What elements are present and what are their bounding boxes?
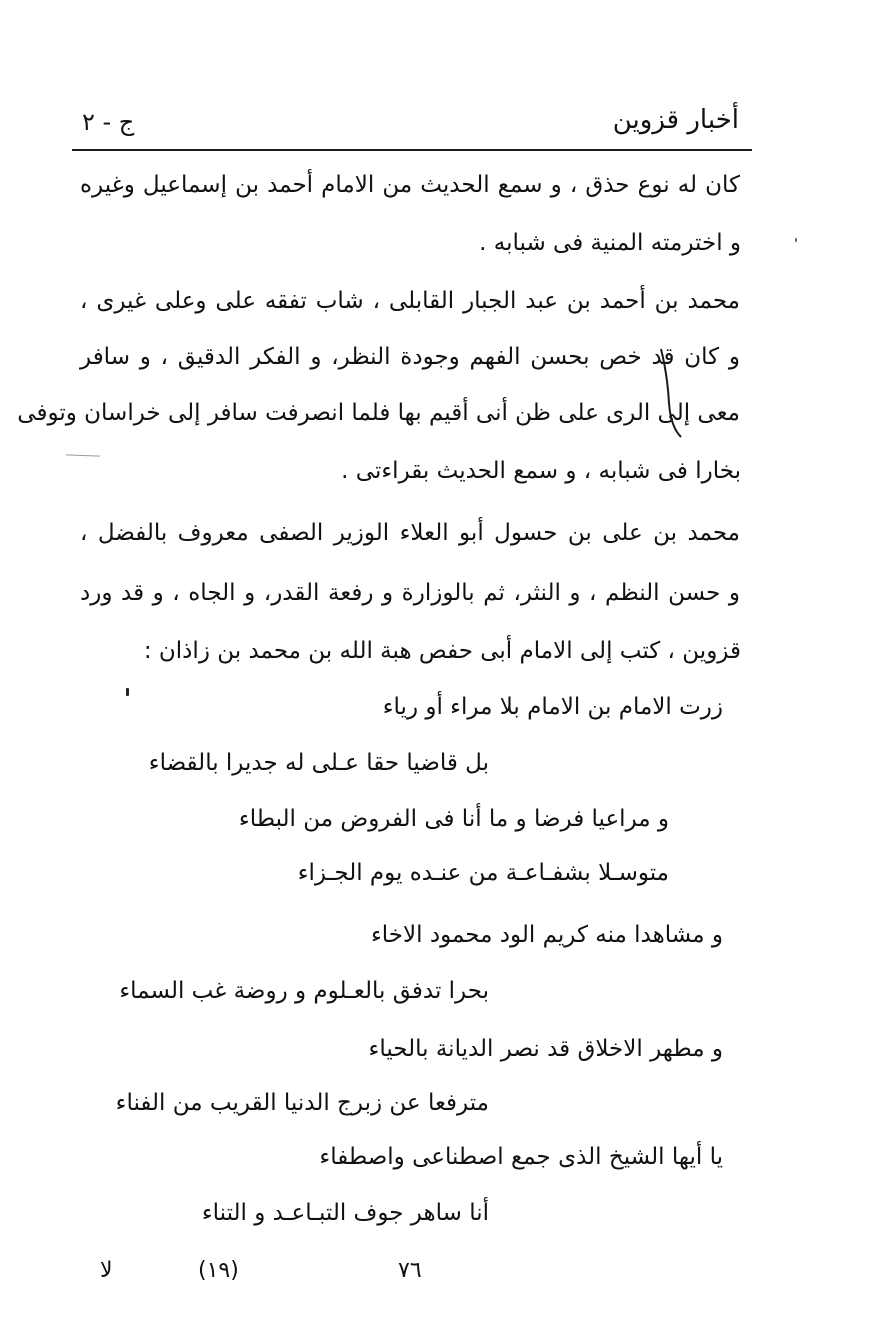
poem-line-4: متوسـلا بشفـاعـة من عنـده يوم الجـزاء bbox=[297, 860, 669, 886]
ink-speck bbox=[126, 688, 129, 696]
margin-scratch bbox=[66, 454, 100, 456]
pen-stroke-mark bbox=[655, 345, 685, 440]
poem-line-3: و مراعيا فرضا و ما أنا فى الفروض من البطاء bbox=[238, 806, 669, 832]
body-line-8: و حسن النظم ، و النثر، ثم بالوزارة و رفعة القدر، و الجاه ، و قد ورد bbox=[80, 580, 740, 606]
page-number: ٧٦ bbox=[398, 1258, 422, 1283]
body-line-3: محمد بن أحمد بن عبد الجبار القابلى ، شاب تفقه على وعلى غيرى ، bbox=[80, 288, 740, 314]
poem-line-9: يا أيها الشيخ الذى جمع اصطناعى واصطفاء bbox=[319, 1144, 723, 1170]
volume-number: ج - ٢ bbox=[82, 108, 135, 136]
body-line-1: كان له نوع حذق ، و سمع الحديث من الامام أحمد بن إسماعيل وغيره bbox=[80, 172, 740, 198]
poem-line-2: بل قاضيا حقا عـلى له جديرا بالقضاء bbox=[148, 750, 489, 776]
body-line-4: و كان قد خص بحسن الفهم وجودة النظر، و الفكر الدقيق ، و سافر bbox=[80, 344, 740, 370]
catchword: لا bbox=[100, 1258, 113, 1283]
body-line-9: قزوين ، كتب إلى الامام أبى حفص هبة الله بن محمد بن زاذان : bbox=[143, 638, 741, 664]
poem-line-6: بحرا تدفق بالعـلوم و روضة غب السماء bbox=[119, 978, 489, 1004]
header-rule bbox=[72, 149, 752, 151]
poem-line-7: و مطهر الاخلاق قد نصر الديانة بالحياء bbox=[368, 1036, 723, 1062]
poem-line-1: زرت الامام بن الامام بلا مراء أو رياء bbox=[382, 694, 723, 720]
body-line-6: بخارا فى شبابه ، و سمع الحديث بقراءتى . bbox=[341, 458, 741, 484]
body-line-5: معى إلى الرى على ظن أنى أقيم بها فلما انصرفت سافر إلى خراسان وتوفى bbox=[17, 400, 740, 426]
poem-line-5: و مشاهدا منه كريم الود محمود الاخاء bbox=[370, 922, 723, 948]
running-title: أخبار قزوين bbox=[612, 105, 739, 135]
body-line-7: محمد بن على بن حسول أبو العلاء الوزير الصفى معروف بالفضل ، bbox=[80, 520, 740, 546]
poem-line-8: مترفعا عن زبرج الدنيا القريب من الفناء bbox=[115, 1090, 489, 1116]
ink-speck-margin bbox=[795, 238, 797, 242]
signature-mark: (١٩) bbox=[198, 1258, 239, 1283]
poem-line-10: أنا ساهر جوف التبـاعـد و التناء bbox=[201, 1200, 489, 1226]
body-line-2: و اخترمته المنية فى شبابه . bbox=[479, 230, 741, 256]
